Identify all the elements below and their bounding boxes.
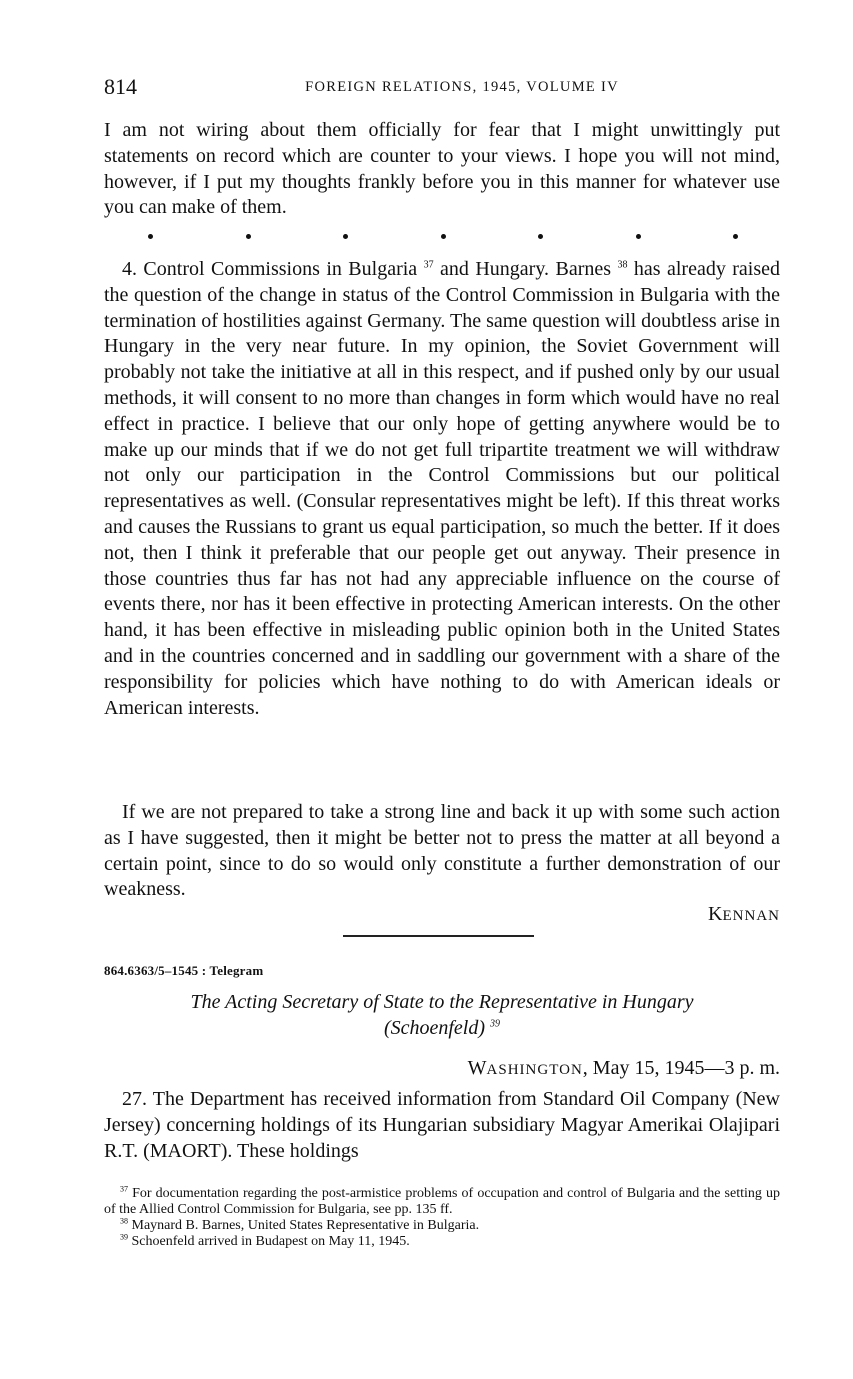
signature-initial: K — [708, 903, 723, 925]
footnote-37-text: For documentation regarding the post-armistice problems of occupation and control of Bulgaria and the setting up of the Allied Control Commission for Bulgaria, see pp. 135 ff. — [104, 1186, 780, 1217]
page-number: 814 — [104, 74, 137, 99]
signature-rest: ENNAN — [722, 908, 780, 924]
footnote-ref-39: 39 — [490, 1018, 501, 1030]
ellipsis-dot — [733, 234, 738, 239]
footnote-38-text: Maynard B. Barnes, United States Representative in Bulgaria. — [128, 1218, 480, 1233]
footnotes — [104, 1186, 780, 1250]
dateline-initial: W — [467, 1057, 487, 1079]
paragraph-4 — [104, 257, 780, 721]
running-title: FOREIGN RELATIONS, 1945, VOLUME IV — [305, 79, 619, 95]
ellipsis-dot — [636, 234, 641, 239]
document-title-line-1: The Acting Secretary of State to the Representative in Hungary — [190, 991, 694, 1013]
closing-paragraph-text: If we are not prepared to take a strong line and back it up with some such action as I have suggested, then it might be better not to press the matter at all beyond a certain point, since to do so would only constitute a further demonstration of our weakness. — [104, 801, 780, 901]
footnote-37 — [104, 1186, 780, 1218]
document-title-recipient: (Schoenfeld) — [383, 1017, 486, 1039]
footnote-39 — [104, 1234, 780, 1250]
paragraph-4-text — [104, 257, 780, 721]
footnote-39-number: 39 — [120, 1232, 128, 1242]
file-reference: 864.6363/5–1545 : Telegram — [104, 963, 264, 978]
section-divider — [343, 935, 534, 937]
signature — [708, 903, 780, 926]
paragraph-4-part-3: has already raised the question of the change in status of the Control Commission in Bulgaria with the termination of hostilities against Germany. The same question will doubtless arise in Hungary in the very near future. In my opinion, the Soviet Government will probably not take the initiative at all in this respect, and if pushed only by our usual methods, it will consent to no more than changes in form which would have no real effect in practice. I believe that our only hope of getting anywhere would be to make up our minds that if we do not get full tripartite treatment we will withdraw not only our participation in the Control Commissions but our political representatives as well. (Consular representatives might be left). If this threat works and causes the Russians to grant us equal participation, so much the better. If it does not, then I think it preferable that our people get out anyway. Their presence in those countries thus far has not had any appreciable influence on the course of events there, nor has it been effective in protecting American interests. On the other hand, it has been effective in misleading public opinion both in the United States and in the countries concerned and in saddling our government with a share of the responsibility for policies which have nothing to do with American ideals or American interests. — [104, 258, 781, 719]
closing-paragraph — [104, 800, 780, 903]
ellipsis-dot — [343, 234, 348, 239]
footnote-ref-37: 37 — [423, 259, 434, 271]
ellipsis-dot — [538, 234, 543, 239]
ellipsis-dot — [246, 234, 251, 239]
footnote-38-number: 38 — [120, 1216, 128, 1226]
dateline-date: , May 15, 1945—3 p. m. — [582, 1057, 780, 1079]
footnote-37-number: 37 — [120, 1184, 128, 1194]
document-title — [104, 989, 780, 1041]
paragraph-27-text: 27. The Department has received information from Standard Oil Company (New Jersey) concerning holdings of its Hungarian subsidiary Magyar Amerikai Olajipari R.T. (MAORT). These holdings — [104, 1088, 780, 1162]
dateline — [468, 1057, 780, 1080]
dateline-city: ASHINGTON — [486, 1062, 583, 1078]
opening-paragraph — [104, 118, 780, 221]
footnote-38 — [104, 1218, 780, 1234]
footnote-39-text: Schoenfeld arrived in Budapest on May 11, 1945. — [128, 1234, 410, 1249]
ellipsis-dot — [441, 234, 446, 239]
page-header — [104, 74, 780, 100]
ellipsis-dot — [148, 234, 153, 239]
opening-paragraph-text: I am not wiring about them officially for fear that I might unwittingly put statements on record which are counter to your views. I hope you will not mind, however, if I put my thoughts frankly before you in this manner for whatever use you can make of them. — [104, 119, 780, 219]
footnote-ref-38: 38 — [617, 259, 628, 271]
paragraph-4-part-1: 4. Control Commissions in Bulgaria — [122, 258, 418, 280]
omission-ellipsis — [148, 234, 738, 246]
document-title-line-2 — [104, 1015, 780, 1041]
paragraph-4-part-2: and Hungary. Barnes — [433, 258, 612, 280]
paragraph-27 — [104, 1087, 780, 1164]
